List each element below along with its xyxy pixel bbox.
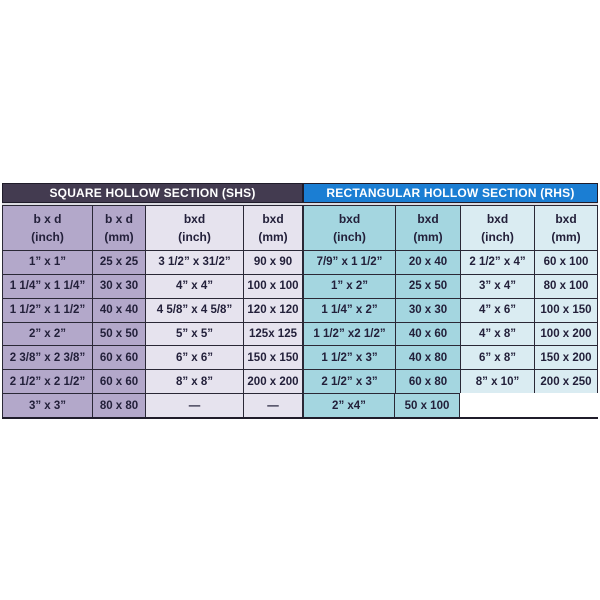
table-cell: 20 x 40 bbox=[396, 251, 460, 274]
table-cell: 25 x 50 bbox=[396, 275, 460, 298]
column-header bbox=[244, 206, 302, 250]
table-cell: 100 x 150 bbox=[535, 299, 597, 322]
table-cell: 120 x 120 bbox=[244, 299, 302, 322]
hollow-section-size-table bbox=[2, 183, 598, 419]
table-cell: 1” x 1” bbox=[3, 251, 92, 274]
table-cell: 40 x 80 bbox=[396, 346, 460, 369]
column-header-label: b x d bbox=[33, 212, 62, 226]
rhs-section-title: RECTANGULAR HOLLOW SECTION (RHS) bbox=[303, 183, 598, 203]
table-cell: 2 1/2” x 3” bbox=[304, 370, 395, 393]
table-cell: 6” x 8” bbox=[461, 346, 534, 369]
table-cell: 40 x 40 bbox=[93, 299, 145, 322]
column-header-label: bxd bbox=[486, 212, 509, 226]
table-cell: 200 x 250 bbox=[535, 370, 597, 393]
table-cell: 200 x 200 bbox=[244, 370, 302, 393]
column-header-unit: (mm) bbox=[104, 230, 134, 244]
shs-section bbox=[2, 183, 303, 417]
table-cell: 4” x 6” bbox=[461, 299, 534, 322]
table-cell-dash: — bbox=[146, 394, 243, 417]
table-cell: 80 x 80 bbox=[93, 394, 145, 417]
table-cell: 150 x 150 bbox=[244, 346, 302, 369]
table-cell: 80 x 100 bbox=[535, 275, 597, 298]
table-cell: 30 x 30 bbox=[396, 299, 460, 322]
column-header bbox=[3, 206, 92, 250]
table-cell: 125x 125 bbox=[244, 323, 302, 346]
table-cell: 40 x 60 bbox=[396, 323, 460, 346]
table-cell: 60 x 80 bbox=[396, 370, 460, 393]
table-cell: 1 1/4” x 1 1/4” bbox=[3, 275, 92, 298]
shs-section-title: SQUARE HOLLOW SECTION (SHS) bbox=[2, 183, 303, 203]
table-cell: 7/9” x 1 1/2” bbox=[304, 251, 395, 274]
table-cell: 4” x 4” bbox=[146, 275, 243, 298]
table-cell: 6” x 6” bbox=[146, 346, 243, 369]
rhs-section bbox=[303, 183, 598, 417]
column-header-unit: (mm) bbox=[258, 230, 288, 244]
table-cell: 60 x 60 bbox=[93, 370, 145, 393]
table-cell: 90 x 90 bbox=[244, 251, 302, 274]
table-cell: 2 1/2” x 4” bbox=[461, 251, 534, 274]
table-cell: 2 3/8” x 2 3/8” bbox=[3, 346, 92, 369]
table-cell: 2 1/2” x 2 1/2” bbox=[3, 370, 92, 393]
table-cell: 150 x 200 bbox=[535, 346, 597, 369]
table-cell: 50 x 100 bbox=[395, 393, 460, 417]
table-cell: 5” x 5” bbox=[146, 323, 243, 346]
rhs-table bbox=[303, 205, 598, 393]
column-header-unit: (mm) bbox=[551, 230, 581, 244]
table-cell: 3 1/2” x 31/2” bbox=[146, 251, 243, 274]
column-header-label: bxd bbox=[183, 212, 206, 226]
rhs-last-row bbox=[303, 393, 598, 417]
table-cell-dash: — bbox=[244, 394, 302, 417]
table-cell: 2” x 2” bbox=[3, 323, 92, 346]
column-header-label: bxd bbox=[338, 212, 361, 226]
shs-table bbox=[2, 205, 303, 417]
table-cell: 100 x 100 bbox=[244, 275, 302, 298]
table-cell: 1 1/2” x2 1/2” bbox=[304, 323, 395, 346]
table-cell: 4” x 8” bbox=[461, 323, 534, 346]
table-cell: 50 x 50 bbox=[93, 323, 145, 346]
column-header bbox=[535, 206, 597, 250]
table-cell: 8” x 10” bbox=[461, 370, 534, 393]
column-header-unit: (inch) bbox=[333, 230, 366, 244]
column-header bbox=[93, 206, 145, 250]
column-header-unit: (mm) bbox=[413, 230, 443, 244]
column-header-unit: (inch) bbox=[481, 230, 514, 244]
column-header-label: bxd bbox=[555, 212, 577, 226]
empty-area bbox=[460, 393, 598, 417]
column-header bbox=[461, 206, 534, 250]
table-cell: 100 x 200 bbox=[535, 323, 597, 346]
table-cell: 3” x 3” bbox=[3, 394, 92, 417]
column-header-label: b x d bbox=[104, 212, 133, 226]
table-cell: 60 x 100 bbox=[535, 251, 597, 274]
table-cell: 30 x 30 bbox=[93, 275, 145, 298]
column-header-label: bxd bbox=[262, 212, 284, 226]
table-cell: 1 1/2” x 1 1/2” bbox=[3, 299, 92, 322]
column-header bbox=[146, 206, 243, 250]
column-header-label: bxd bbox=[417, 212, 439, 226]
table-cell: 4 5/8” x 4 5/8” bbox=[146, 299, 243, 322]
table-cell: 3” x 4” bbox=[461, 275, 534, 298]
table-cell: 25 x 25 bbox=[93, 251, 145, 274]
table-cell: 1 1/4” x 2” bbox=[304, 299, 395, 322]
table-cell: 1 1/2” x 3” bbox=[304, 346, 395, 369]
table-cell: 8” x 8” bbox=[146, 370, 243, 393]
column-header-unit: (inch) bbox=[31, 230, 64, 244]
column-header bbox=[396, 206, 460, 250]
table-cell: 1” x 2” bbox=[304, 275, 395, 298]
column-header-unit: (inch) bbox=[178, 230, 211, 244]
table-cell: 60 x 60 bbox=[93, 346, 145, 369]
column-header bbox=[304, 206, 395, 250]
table-cell: 2” x4” bbox=[303, 393, 395, 417]
